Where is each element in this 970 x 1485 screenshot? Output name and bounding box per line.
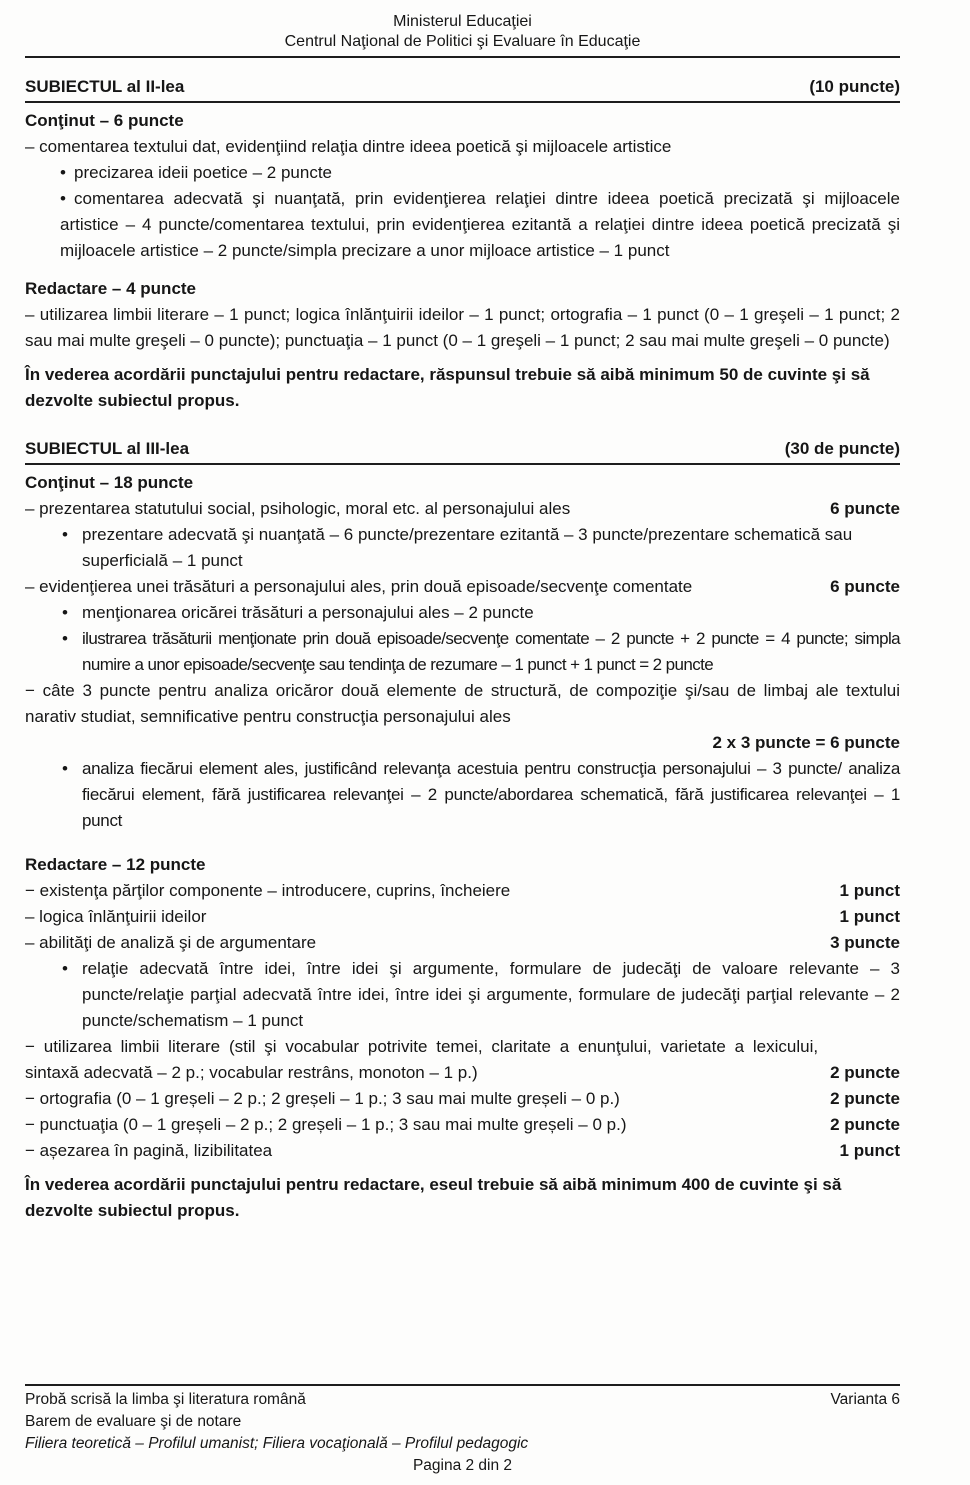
subject3-p6-points: 2 puncte — [830, 1115, 900, 1134]
subject2-bullet1-text: precizarea ideii poetice – 2 puncte — [74, 163, 332, 182]
subject3-p2-points: 1 punct — [839, 907, 900, 926]
subject3-p7 — [25, 1138, 900, 1164]
subject2-redactare-body: – utilizarea limbii literare – 1 punct; logica înlănţuirii ideilor – 1 punct; ortografia – 1 punct (0 – 1 greşeli – 1 punct; 2 sau mai multe greşeli – 0 puncte); punctuaţia – 1 punct (0 – 1 greşeli – 1 punct; 2 sau mai multe greşeli – 0 puncte) — [25, 305, 900, 350]
subject2-redactare-heading: Redactare – 4 puncte — [25, 279, 197, 298]
subject3-content-heading: Conţinut – 18 puncte — [25, 473, 194, 492]
subject3-bullet5-text: relaţie adecvată între idei, între idei şi argumente, formulare de judecăţi de valoare relevante – 3 puncte/relaţie parţial adecvată între idei, între idei şi argumente, formulare de judecăţi parţial relevante – 2 puncte/schematism – 1 punct — [82, 959, 900, 1030]
subject3-p7-text: − așezarea în pagină, lizibilitatea — [25, 1141, 273, 1160]
subject3-p1 — [25, 878, 900, 904]
subject2-item1: – comentarea textului dat, evidenţiind relaţia dintre ideea poetică şi mijloacele artistice — [25, 137, 672, 156]
footer-exam-name: Probă scrisă la limba şi literatura română — [25, 1391, 306, 1408]
subject2-content-heading: Conţinut – 6 puncte — [25, 111, 184, 130]
subject3-bullet5 — [25, 956, 900, 1034]
footer-filiera: Filiera teoretică – Profilul umanist; Filiera vocaţională – Profilul pedagogic — [25, 1435, 529, 1452]
header-divider — [25, 56, 900, 58]
footer-row1 — [25, 1389, 900, 1411]
bullet-marker: • — [62, 959, 68, 978]
subject3-row3-text: − câte 3 puncte pentru analiza oricăror două elemente de structură, de compoziţie şi/sau de limbaj ale textului narativ studiat, semnificative pentru construcţia personajului ales — [25, 681, 900, 726]
subject3-bullet4-text: analiza fiecărui element ales, justificând relevanţa acestuia pentru construcţia personajului – 3 puncte/ analiza fiecărui element, fără justificarea relevanţei – 2 puncte/abordarea schematică, fără justificarea relevanţei – 1 punct — [82, 759, 900, 830]
subject3-p4-text: − utilizarea limbii literare (stil şi vocabular potrivite temei, claritate a enunţului, varietate a lexicului, sintaxă adecvată – 2 p.; vocabular restrâns, monoton – 1 p.) — [25, 1037, 819, 1082]
subject3-row3-points: 2 x 3 puncte = 6 puncte — [712, 733, 900, 752]
footer-page-number: Pagina 2 din 2 — [412, 1457, 513, 1474]
subject2-title: SUBIECTUL al II-lea — [25, 77, 185, 96]
subject2-bullet2-text: comentarea adecvată şi nuanţată, prin evidenţierea relaţiei dintre ideea poetică precizată şi mijloacele artistice – 4 puncte/comentarea textului, prin evidenţierea ezitantă a relaţiei dintre ideea poetică precizată şi mijloacele artistice – 2 puncte/simpla precizare a unor mijloace artistice – 1 punct — [60, 189, 900, 260]
subject2-bullet2 — [25, 186, 900, 264]
subject3-p5 — [25, 1086, 900, 1112]
subject3-row2-text: – evidenţierea unei trăsături a personajului ales, prin două episoade/secvenţe comentate — [25, 577, 693, 596]
subject3-bullet3-text: ilustrarea trăsăturii menţionate prin două episoade/secvenţe comentate – 2 puncte + 2 puncte = 4 puncte; simpla numire a unor episoade/secvenţe sau tendinţa de rezumare – 1 punct + 1 punct = 2 puncte — [82, 629, 900, 674]
subject3-row2 — [25, 574, 900, 600]
subject2-note: În vederea acordării punctajului pentru redactare, răspunsul trebuie să aibă minimum 50 de cuvinte şi să dezvolte subiectul propus. — [25, 365, 870, 410]
subject3-p2-text: – logica înlănţuirii ideilor — [25, 907, 207, 926]
subject3-row1-points: 6 puncte — [830, 499, 900, 518]
bullet-marker: • — [62, 629, 68, 648]
subject2-points: (10 puncte) — [809, 77, 900, 96]
subject3-row2-points: 6 puncte — [830, 577, 900, 596]
center-name: Centrul Naţional de Politici şi Evaluare în Educaţie — [284, 33, 641, 50]
bullet-marker: • — [60, 189, 66, 208]
subject3-p1-points: 1 punct — [839, 881, 900, 900]
footer-barem: Barem de evaluare şi de notare — [25, 1413, 242, 1430]
subject3-p6 — [25, 1112, 900, 1138]
subject2-bullet1 — [25, 160, 900, 186]
subject3-p5-points: 2 puncte — [830, 1089, 900, 1108]
bullet-marker: • — [62, 525, 68, 544]
subject3-p5-text: − ortografia (0 – 1 greșeli – 2 p.; 2 greșeli – 1 p.; 3 sau mai multe greșeli – 0 p.) — [25, 1089, 620, 1108]
subject3-p7-points: 1 punct — [839, 1141, 900, 1160]
page-footer — [25, 1384, 900, 1477]
subject3-points: (30 de puncte) — [784, 439, 900, 458]
subject3-bullet4 — [25, 756, 900, 834]
subject3-bullet1 — [25, 522, 900, 574]
subject3-p3 — [25, 930, 900, 956]
subject3-p4-points: 2 puncte — [830, 1063, 900, 1082]
subject3-bullet1-text: prezentare adecvată şi nuanţată – 6 puncte/prezentare ezitantă – 3 puncte/prezentare schematică sau superficială – 1 punct — [82, 525, 853, 570]
subject3-bullet3 — [25, 626, 900, 678]
subject3-p4 — [25, 1034, 900, 1086]
subject3-p2 — [25, 904, 900, 930]
subject3-bullet2 — [25, 600, 900, 626]
subject3-p3-text: – abilităţi de analiză şi de argumentare — [25, 933, 317, 952]
subject3-row1 — [25, 496, 900, 522]
bullet-marker: • — [60, 163, 66, 182]
subject3-p6-text: − punctuaţia (0 – 1 greșeli – 2 p.; 2 greșeli – 1 p.; 3 sau mai multe greșeli – 0 p.) — [25, 1115, 627, 1134]
bullet-marker: • — [62, 603, 68, 622]
subject3-note: În vederea acordării punctajului pentru redactare, eseul trebuie să aibă minimum 400 de cuvinte şi să dezvolte subiectul propus. — [25, 1175, 842, 1220]
subject3-p1-text: − existenţa părţilor componente – introducere, cuprins, încheiere — [25, 881, 511, 900]
subject2-heading-row — [25, 74, 900, 103]
subject3-heading-row — [25, 436, 900, 465]
subject3-redactare-heading: Redactare – 12 puncte — [25, 855, 206, 874]
subject3-bullet2-text: menţionarea oricărei trăsături a personajului ales – 2 puncte — [82, 603, 534, 622]
ministry-name: Ministerul Educaţiei — [393, 13, 532, 30]
document-header — [25, 8, 900, 52]
subject3-p3-points: 3 puncte — [830, 933, 900, 952]
bullet-marker: • — [62, 759, 68, 778]
subject3-title: SUBIECTUL al III-lea — [25, 439, 190, 458]
subject3-row1-text: – prezentarea statutului social, psihologic, moral etc. al personajului ales — [25, 499, 571, 518]
footer-variant: Varianta 6 — [830, 1391, 900, 1408]
